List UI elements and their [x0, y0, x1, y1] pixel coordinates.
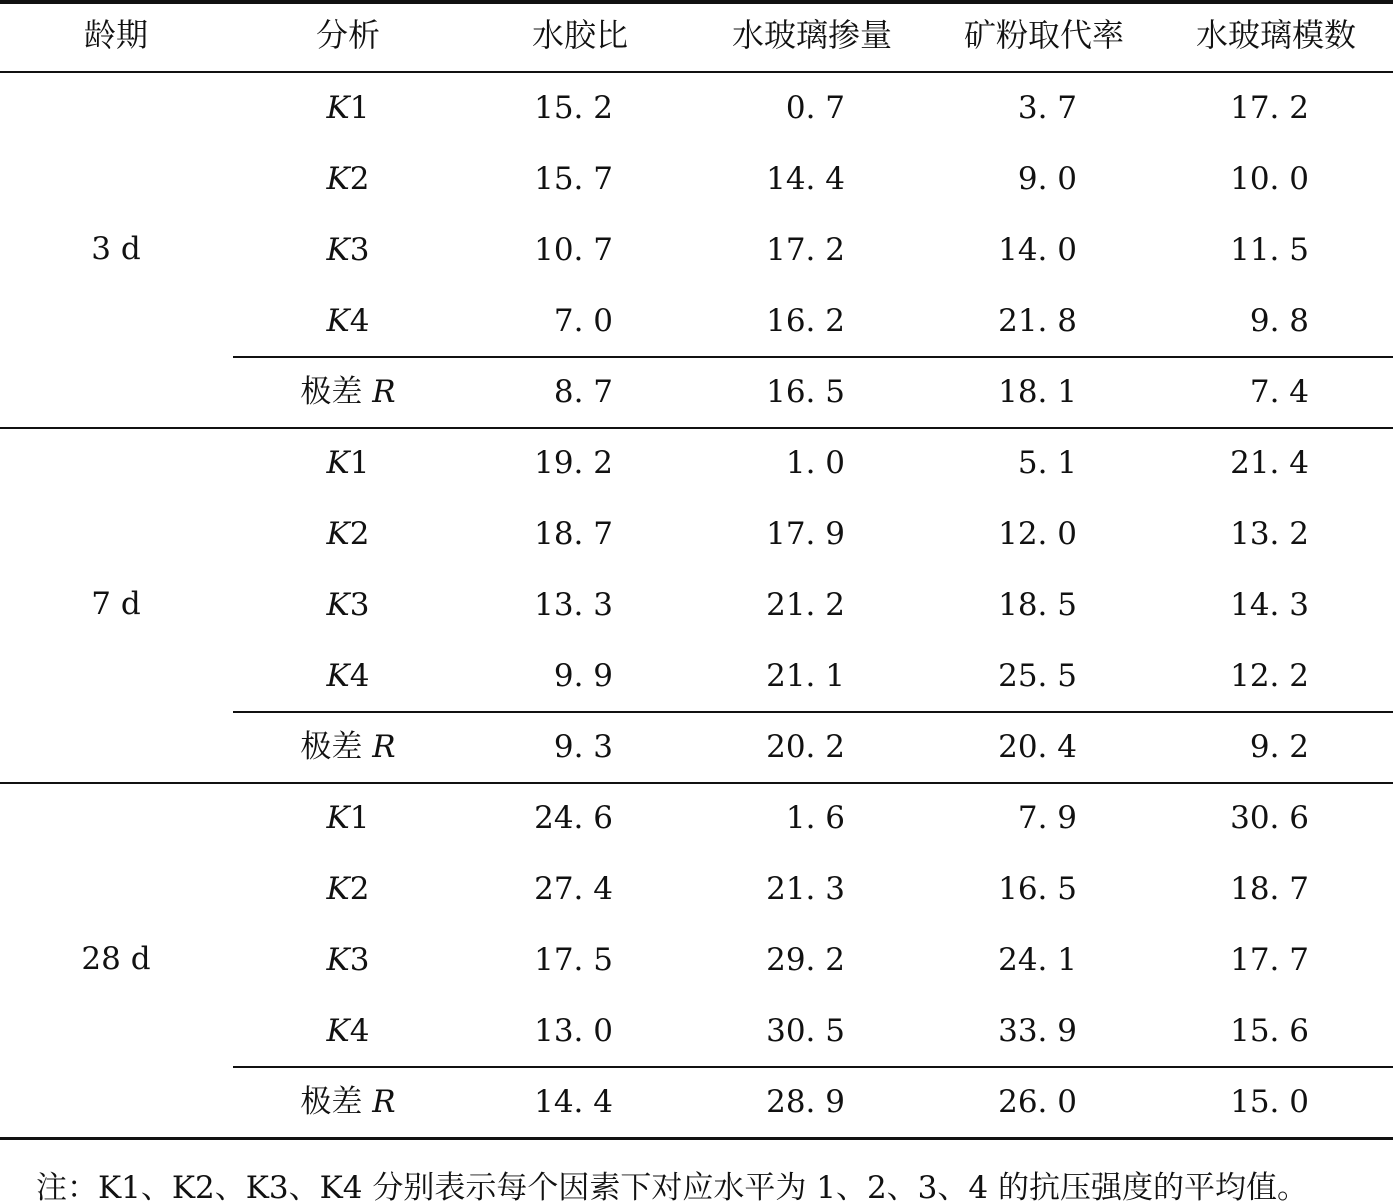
table-cell: 17. 7 — [1230, 942, 1309, 978]
factor-level: 2 — [349, 161, 370, 197]
table-cell: 15. 2 — [534, 90, 613, 126]
table-cell: 29. 2 — [766, 942, 845, 978]
factor-level: 3 — [349, 942, 370, 978]
table-cell: 17. 2 — [1230, 90, 1309, 126]
range-text: 极差 — [300, 1084, 363, 1120]
factor-symbol: K — [326, 161, 350, 197]
factor-symbol: K — [326, 800, 350, 836]
factor-symbol: K — [326, 90, 350, 126]
table-cell: 21. 3 — [766, 871, 845, 907]
table-cell: 16. 5 — [766, 374, 845, 410]
table-cell: 9. 3 — [553, 729, 613, 765]
table-cell: 33. 9 — [998, 1013, 1077, 1049]
table-cell: 5. 1 — [1017, 445, 1077, 481]
table-cell: 3. 7 — [1017, 90, 1077, 126]
range-gap — [362, 712, 372, 783]
factor-symbol: K — [326, 232, 350, 268]
table-cell: 13. 0 — [534, 1013, 613, 1049]
table-cell: 18. 1 — [998, 374, 1077, 410]
table-cell: 1. 6 — [785, 800, 845, 836]
range-symbol: R — [372, 729, 396, 765]
factor-symbol: K — [326, 516, 350, 552]
age-label: 28 d — [81, 941, 151, 977]
table-cell: 9. 2 — [1249, 729, 1309, 765]
table-cell: 10. 7 — [534, 232, 613, 268]
table-cell: 27. 4 — [534, 871, 613, 907]
table-cell: 16. 2 — [766, 303, 845, 339]
table-cell: 10. 0 — [1230, 161, 1309, 197]
table-cell: 19. 2 — [534, 445, 613, 481]
table-cell: 9. 9 — [553, 658, 613, 694]
column-header: 水玻璃掺量 — [731, 16, 892, 54]
table-cell: 13. 2 — [1230, 516, 1309, 552]
table-cell: 21. 1 — [766, 658, 845, 694]
factor-symbol: K — [326, 871, 350, 907]
table-cell: 0. 7 — [785, 90, 845, 126]
table-cell: 30. 6 — [1230, 800, 1309, 836]
range-symbol: R — [372, 1084, 396, 1120]
table-cell: 14. 4 — [766, 161, 845, 197]
range-text: 极差 — [300, 374, 363, 410]
table-cell: 21. 2 — [766, 587, 845, 623]
bottom-rule — [0, 1137, 1393, 1140]
age-label: 7 d — [91, 586, 141, 622]
table-cell: 30. 5 — [766, 1013, 845, 1049]
table-cell: 9. 8 — [1249, 303, 1309, 339]
table-cell: 14. 4 — [534, 1084, 613, 1120]
table-cell: 11. 5 — [1230, 232, 1309, 268]
column-header: 水玻璃模数 — [1195, 16, 1356, 54]
factor-symbol: K — [326, 658, 350, 694]
table-cell: 26. 0 — [998, 1084, 1077, 1120]
table-note: 注：K1、K2、K3、K4 分别表示每个因素下对应水平为 1、2、3、4 的抗压强度的平均值。 — [36, 1170, 1308, 1203]
table-cell: 16. 5 — [998, 871, 1077, 907]
factor-symbol: K — [326, 303, 350, 339]
range-gap — [362, 1067, 372, 1138]
factor-symbol: K — [326, 1013, 350, 1049]
table-cell: 17. 2 — [766, 232, 845, 268]
table-cell: 7. 0 — [553, 303, 613, 339]
table-cell: 15. 0 — [1230, 1084, 1309, 1120]
table-cell: 24. 6 — [534, 800, 613, 836]
factor-level: 4 — [349, 303, 370, 339]
column-header: 矿粉取代率 — [963, 16, 1124, 54]
factor-level: 1 — [349, 445, 370, 481]
factor-level: 3 — [349, 232, 370, 268]
factor-level: 4 — [349, 1013, 370, 1049]
range-text: 极差 — [300, 729, 363, 765]
table-cell: 15. 6 — [1230, 1013, 1309, 1049]
table-cell: 12. 0 — [998, 516, 1077, 552]
factor-level: 2 — [349, 516, 370, 552]
column-header: 水胶比 — [531, 16, 628, 54]
table-cell: 13. 3 — [534, 587, 613, 623]
range-gap — [362, 357, 372, 428]
table-cell: 18. 7 — [534, 516, 613, 552]
factor-symbol: K — [326, 445, 350, 481]
table-cell: 20. 2 — [766, 729, 845, 765]
column-header: 分析 — [315, 16, 380, 54]
table-cell: 12. 2 — [1230, 658, 1309, 694]
table-cell: 18. 7 — [1230, 871, 1309, 907]
range-symbol: R — [372, 374, 396, 410]
table-cell: 1. 0 — [785, 445, 845, 481]
table-cell: 7. 9 — [1017, 800, 1077, 836]
factor-level: 4 — [349, 658, 370, 694]
table-cell: 17. 9 — [766, 516, 845, 552]
table-cell: 7. 4 — [1249, 374, 1309, 410]
table-cell: 25. 5 — [998, 658, 1077, 694]
factor-level: 3 — [349, 587, 370, 623]
table-cell: 9. 0 — [1017, 161, 1077, 197]
factor-symbol: K — [326, 587, 350, 623]
table-cell: 15. 7 — [534, 161, 613, 197]
factor-symbol: K — [326, 942, 350, 978]
table-cell: 17. 5 — [534, 942, 613, 978]
table-cell: 28. 9 — [766, 1084, 845, 1120]
column-header: 龄期 — [83, 16, 148, 54]
age-label: 3 d — [91, 231, 141, 267]
table-cell: 18. 5 — [998, 587, 1077, 623]
table-cell: 20. 4 — [998, 729, 1077, 765]
factor-level: 1 — [349, 800, 370, 836]
factor-level: 2 — [349, 871, 370, 907]
table-cell: 8. 7 — [553, 374, 613, 410]
factor-level: 1 — [349, 90, 370, 126]
table-cell: 21. 4 — [1230, 445, 1309, 481]
table-cell: 21. 8 — [998, 303, 1077, 339]
table-cell: 14. 0 — [998, 232, 1077, 268]
table-cell: 14. 3 — [1230, 587, 1309, 623]
table-cell: 24. 1 — [998, 942, 1077, 978]
